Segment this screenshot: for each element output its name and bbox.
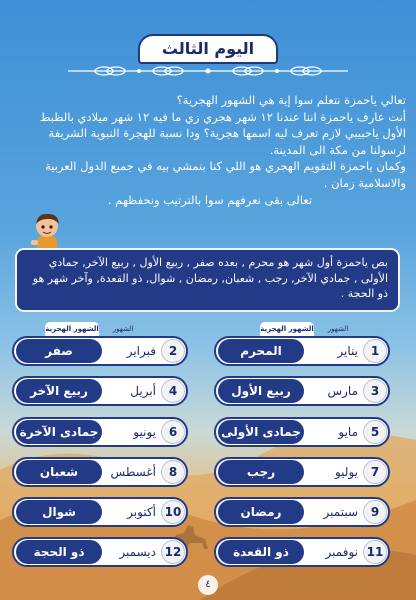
month-number: 4	[161, 379, 185, 403]
hijri-month: ذو الحجة	[16, 540, 102, 564]
month-card-5	[214, 417, 390, 447]
month-card-10	[12, 497, 188, 527]
right-hijri-column-header: الشهور الهجرية	[260, 322, 314, 336]
month-number: 10	[161, 500, 185, 524]
greg-month: مايو	[338, 425, 358, 439]
hijri-month: جمادى الأولى	[218, 420, 304, 444]
hijri-month: ربيع الأول	[218, 379, 304, 403]
day-title-banner	[138, 34, 278, 64]
month-card-8	[12, 457, 188, 487]
greg-month: مارس	[327, 384, 358, 398]
month-number: 5	[363, 420, 387, 444]
intro-line: الأول ياحبيبي لازم تعرف ليه اسمها هجرية؟ ودا نسبة للهجرة النبوية الشريفة لرسولنا من مكة الى المدينة.	[48, 126, 406, 157]
month-number: 11	[363, 540, 387, 564]
hijri-month: جمادى الآخرة	[16, 420, 102, 444]
month-card-1	[214, 336, 390, 366]
month-card-12	[12, 537, 188, 567]
greg-month: يونيو	[133, 425, 156, 439]
greg-month: نوفمبر	[325, 545, 358, 559]
month-card-7	[214, 457, 390, 487]
month-number: 2	[161, 339, 185, 363]
page-number: ٤	[198, 575, 218, 595]
months-summary-text: بص ياحمزة أول شهر هو محرم , بعده صفر , ربيع الأول , ربيع الآخر, جمادي الأولى , جمادي الآخر, رجب , شعبان, رمضان , شوال, ذو القعدة, وآخر شهر هو ذو الحجة .	[32, 256, 388, 300]
month-card-6	[12, 417, 188, 447]
intro-line: أنت عارف ياحمزة اننا عندنا ١٢ شهر هجري زي ما فيه ١٢ شهر ميلادي بالظبط	[39, 109, 406, 124]
greg-month: أغسطس	[110, 465, 156, 479]
ornamental-divider-icon	[64, 64, 352, 78]
greg-month: يوليو	[334, 465, 358, 479]
greg-month: ديسمبر	[119, 545, 156, 559]
hijri-month: ذو القعدة	[218, 540, 304, 564]
month-number: 3	[363, 379, 387, 403]
month-card-2	[12, 336, 188, 366]
right-greg-column-header: الشهور	[327, 325, 349, 333]
left-greg-column-header: الشهور	[112, 325, 134, 333]
intro-line: تعالى بقى نعرفهم سوا بالترتيب ونحفظهم .	[107, 192, 313, 207]
month-card-4	[12, 376, 188, 406]
month-card-3	[214, 376, 390, 406]
month-number: 9	[363, 500, 387, 524]
hijri-month: المحرم	[218, 339, 304, 363]
month-card-11	[214, 537, 390, 567]
month-number: 6	[161, 420, 185, 444]
left-hijri-column-header: الشهور الهجرية	[45, 322, 99, 336]
greg-month: أكتوبر	[127, 505, 156, 519]
months-summary-box	[15, 248, 400, 312]
hijri-month: رجب	[218, 460, 304, 484]
greg-month: يناير	[337, 344, 358, 358]
hijri-month: شعبان	[16, 460, 102, 484]
hijri-month: شوال	[16, 500, 102, 524]
hijri-month: رمضان	[218, 500, 304, 524]
page-title: اليوم الثالث	[161, 39, 255, 58]
month-number: 8	[161, 460, 185, 484]
intro-text	[14, 92, 406, 208]
hijri-month: ربيع الآخر	[16, 379, 102, 403]
month-number: 7	[363, 460, 387, 484]
greg-month: سبتمبر	[323, 505, 358, 519]
greg-month: أبريل	[130, 384, 156, 398]
intro-line: تعالي ياحمزة نتعلم سوا إية هي الشهور الهجرية؟	[176, 93, 406, 107]
month-card-9	[214, 497, 390, 527]
intro-line: وكمان ياحمزة التقويم الهجري هو اللي كنا بنمشي بيه في جميع الدول العربية والاسلامية زمان .	[45, 159, 406, 190]
hijri-month: صفر	[16, 339, 102, 363]
greg-month: فبراير	[126, 344, 156, 358]
month-number: 1	[363, 339, 387, 363]
month-number: 12	[161, 540, 185, 564]
